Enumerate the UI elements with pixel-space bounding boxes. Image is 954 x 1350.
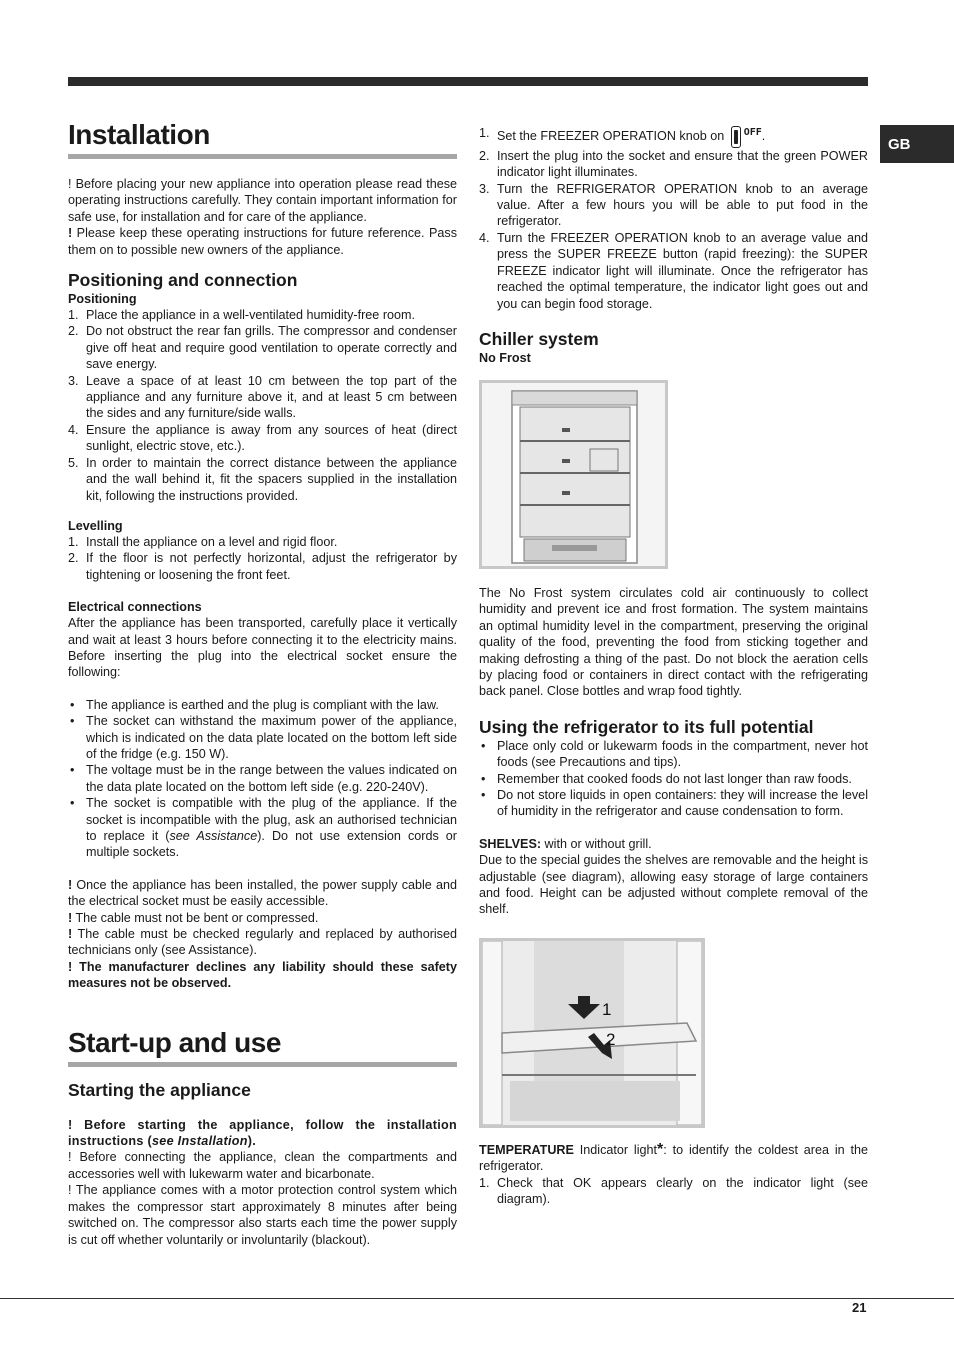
shelf-step-2-label: 2 — [606, 1029, 616, 1049]
list-item: • Remember that cooked foods do not last longer than raw foods. — [481, 771, 852, 786]
list-item: 1. Set the FREEZER OPERATION knob on $^{OFF}$. — [479, 125, 868, 148]
page-number: 21 — [852, 1300, 867, 1315]
intro-paragraph-1: ! Before placing your new appliance into operation please read these operating instructions carefully. They contain important information for safe use, for installation and for care of the appliance. — [68, 177, 457, 224]
positioning-heading: Positioning and connection — [68, 270, 298, 291]
temperature-steps — [479, 1175, 868, 1208]
shelf-step-1-label: 1 — [602, 999, 612, 1019]
positioning-subheading: Positioning — [68, 292, 137, 307]
list-item: • The appliance is earthed and the plug is compliant with the law. — [70, 697, 439, 712]
bang-mark: ! — [68, 226, 73, 241]
list-item: 2. Do not obstruct the rear fan grills. The compressor and condenser give off heat and require good ventilation to operate correctly and save energy. — [68, 324, 457, 372]
fridge-illustration — [482, 383, 665, 566]
electrical-subheading: Electrical connections — [68, 600, 202, 615]
list-item: • The voltage must be in the range between the values indicated on the data plate located on the bottom left side (e.g. 220-240V). — [70, 763, 457, 794]
potential-heading: Using the refrigerator to its full potential — [479, 716, 814, 737]
starting-heading: Starting the appliance — [68, 1079, 251, 1100]
list-item: 1. Place the appliance in a well-ventilated humidity-free room. — [68, 308, 416, 323]
startup-para-2: ! The appliance comes with a motor protection control system which makes the compressor start approximately 8 minutes after being switched on. The compressor also starts each time the power supply is cut off whether voluntarily or involuntarily (blackout). — [68, 1183, 457, 1247]
no-frost-text: The No Frost system circulates cold air continuously to collect humidity and prevent ice and frost formation. The system maintains an optimal humidity level in the compartment, preserving the original quality of the food, preventing the food from sticking together and making defrosting a thing of the past. Do not block the aeration cells by placing food or containers in direct contact with the refrigerating back panel. Close bottles and wrap food tightly. — [479, 585, 868, 699]
top-rule — [68, 77, 868, 86]
shelves-text: Due to the special guides the shelves are removable and the height is adjustable (see diagram), allowing easy storage of large containers and food. Height can be adjusted without complete removal of the shelf. — [479, 853, 868, 917]
shelf-illustration — [482, 941, 702, 1125]
shelf-adjust-image — [479, 938, 705, 1128]
list-item: 3. Leave a space of at least 10 cm between the top part of the appliance and any furniture above it, and at least 5 cm between the sides and any furniture/side walls. — [68, 373, 457, 421]
startup-steps — [479, 125, 868, 312]
list-item: 4. Turn the FREEZER OPERATION knob to an average value and press the SUPER FREEZE button (rapid freezing): the SUPER FREEZE indicator light will illuminate. Once the refrigerator has reached the optimal temperature, the indicator light goes out and you can begin food storage. — [479, 230, 868, 311]
list-item: 1. Check that OK appears clearly on the indicator light (see diagram). — [479, 1175, 868, 1207]
list-item: 2. If the floor is not perfectly horizontal, adjust the refrigerator by tightening or loosening the front feet. — [68, 551, 457, 582]
temperature-line: TEMPERATURE Indicator light*: to identify the coldest area in the refrigerator. — [479, 1140, 869, 1174]
list-item: 4. Ensure the appliance is away from any sources of heat (direct sunlight, electric stove, etc.). — [68, 422, 457, 454]
startup-title: Start-up and use — [68, 1020, 457, 1067]
list-item: • The socket is compatible with the plug of the appliance. If the socket is incompatible with the plug, ask an authorised technician to replace it (see Assistance). Do not use extension cords or multiple sockets. — [70, 796, 457, 860]
list-item: 1. Install the appliance on a level and rigid floor. — [68, 534, 338, 549]
warning-4: ! The manufacturer declines any liability should these safety measures not be observed. — [68, 959, 457, 991]
potential-bullets — [479, 738, 868, 820]
electrical-intro: After the appliance has been transported, carefully place it vertically and wait at least 3 hours before connecting it to the electricity mains. Before inserting the plug into the electrical socket ensure the following: — [68, 616, 457, 680]
warning-3: ! The cable must be checked regularly and replaced by authorised technicians only (see Assistance). — [68, 927, 457, 958]
startup-warning: ! Before starting the appliance, follow the installation instructions (see Installation). — [68, 1117, 457, 1149]
intro-text: Please keep these operating instructions for future reference. Pass them on to possible new owners of the appliance. — [68, 226, 457, 257]
electrical-bullets — [68, 697, 457, 861]
fridge-interior-image — [479, 380, 668, 569]
list-item: • Do not store liquids in open containers: they will increase the level of humidity in the refrigerator and cause condensation to form. — [481, 787, 868, 819]
warning-2: ! The cable must not be bent or compressed. — [68, 910, 319, 925]
installation-title: Installation — [68, 112, 457, 159]
list-item: • Place only cold or lukewarm foods in the compartment, never hot foods (see Precautions and tips). — [481, 738, 868, 770]
chiller-subheading: No Frost — [479, 350, 531, 365]
chiller-heading: Chiller system — [479, 328, 599, 349]
levelling-subheading: Levelling — [68, 518, 123, 533]
shelves-line: SHELVES: with or without grill. — [479, 836, 652, 851]
off-label: OFF — [743, 127, 762, 138]
startup-para-1: ! Before connecting the appliance, clean the compartments and accessories well with lukewarm water and bicarbonate. — [68, 1150, 457, 1181]
language-tab — [880, 125, 954, 163]
left-column — [68, 112, 457, 1248]
footer-rule — [0, 1298, 954, 1299]
levelling-list — [68, 534, 457, 583]
intro-paragraph-2 — [68, 225, 457, 258]
right-column — [479, 125, 868, 1207]
list-item: 5. In order to maintain the correct distance between the appliance and the wall behind it, fit the spacers supplied in the installation kit, following the instructions provided. — [68, 455, 457, 503]
positioning-list — [68, 307, 457, 504]
off-knob-icon — [731, 126, 741, 148]
list-item: 3. Turn the REFRIGERATOR OPERATION knob to an average value. After a few hours you will be able to put food in the refrigerator. — [479, 181, 868, 229]
list-item: • The socket can withstand the maximum power of the appliance, which is indicated on the data plate located on the bottom left side of the fridge (e.g. 150 W). — [70, 714, 457, 761]
warning-1: ! Once the appliance has been installed, the power supply cable and the electrical socket must be easily accessible. — [68, 877, 457, 909]
list-item: 2. Insert the plug into the socket and ensure that the green POWER indicator light illuminates. — [479, 148, 868, 180]
language-tab-label: GB — [888, 135, 911, 153]
